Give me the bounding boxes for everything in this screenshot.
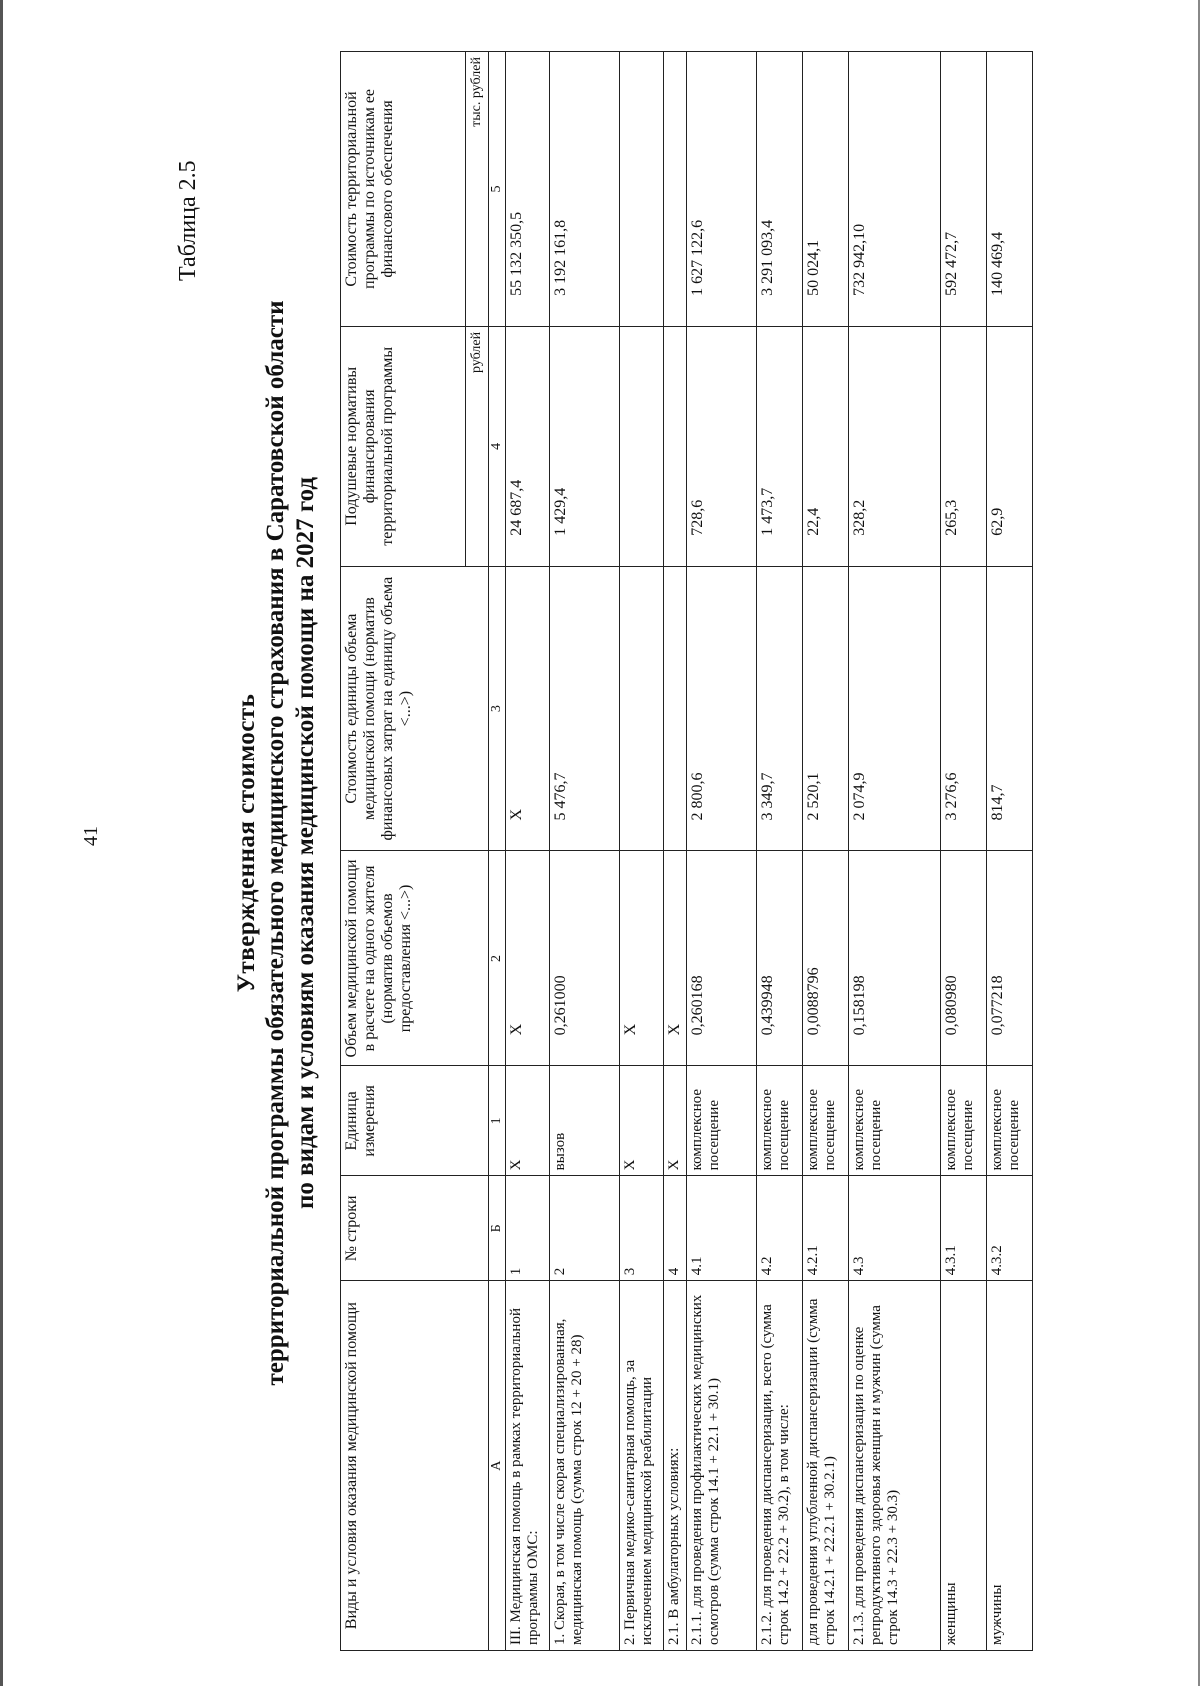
table-row: [620, 52, 664, 1651]
title-line-2: территориальной программы обязательного медицинского страхования в Саратовской области: [262, 300, 289, 1386]
unit-col-5: тыс. рублей: [466, 52, 489, 327]
row-name: 2. Первичная медико-санитарная помощь, за исключением медицинской реабилитации: [620, 1281, 664, 1651]
row-name: 2.1. В амбулаторных условиях:: [664, 1281, 687, 1651]
header-col-3: Стоимость единицы объема медицинской помощи (норматив финансовых затрат на единицу объема <...>): [341, 566, 489, 851]
table-label: Таблица 2.5: [175, 160, 201, 281]
row-total: [620, 52, 664, 327]
row-volume: 0,158198: [849, 851, 941, 1066]
table-row: [550, 52, 620, 1651]
index-cell: 4: [489, 326, 506, 566]
row-cost: 3 349,7: [757, 566, 803, 851]
header-col-b: № строки: [341, 1176, 489, 1281]
row-cost: [664, 566, 687, 851]
row-total: [664, 52, 687, 327]
row-unit: комплексное посещение: [757, 1066, 803, 1176]
row-number: 4: [664, 1176, 687, 1281]
index-cell: Б: [489, 1176, 506, 1281]
row-volume: Х: [664, 851, 687, 1066]
row-per-capita: 24 687,4: [506, 326, 550, 566]
row-name: 2.1.2. для проведения диспансеризации, всего (сумма строк 14.2 + 22.2 + 30.2), в том числе:: [757, 1281, 803, 1651]
row-unit: Х: [664, 1066, 687, 1176]
row-name: III. Медицинская помощь в рамках территориальной программы ОМС:: [506, 1281, 550, 1651]
row-name: для проведения углубленной диспансеризации (сумма строк 14.2.1 + 22.2.1 + 30.2.1): [803, 1281, 849, 1651]
row-unit: вызов: [550, 1066, 620, 1176]
index-cell: А: [489, 1281, 506, 1651]
row-per-capita: 1 429,4: [550, 326, 620, 566]
row-unit: комплексное посещение: [687, 1066, 757, 1176]
row-volume: 0,261000: [550, 851, 620, 1066]
index-cell: 5: [489, 52, 506, 327]
row-name: женщины: [941, 1281, 987, 1651]
cost-table: [340, 51, 1033, 1651]
row-total: 3 192 161,8: [550, 52, 620, 327]
header-col-1: Единица измерения: [341, 1066, 489, 1176]
title-line-3: по видам и условиям оказания медицинской помощи на 2027 год: [292, 476, 319, 1210]
table-row: [506, 52, 550, 1651]
row-name: мужчины: [987, 1281, 1033, 1651]
row-total: 3 291 093,4: [757, 52, 803, 327]
row-total: 140 469,4: [987, 52, 1033, 327]
index-row: [489, 52, 506, 1651]
row-volume: Х: [506, 851, 550, 1066]
row-unit: комплексное посещение: [941, 1066, 987, 1176]
table-row: [757, 52, 803, 1651]
row-cost: Х: [506, 566, 550, 851]
row-cost: 2 800,6: [687, 566, 757, 851]
row-total: 50 024,1: [803, 52, 849, 327]
table-row: [664, 52, 687, 1651]
row-unit: комплексное посещение: [849, 1066, 941, 1176]
header-row: [341, 52, 466, 1651]
index-cell: 1: [489, 1066, 506, 1176]
row-volume: 0,260168: [687, 851, 757, 1066]
row-per-capita: 265,3: [941, 326, 987, 566]
row-cost: 5 476,7: [550, 566, 620, 851]
row-per-capita: [664, 326, 687, 566]
table-row: [849, 52, 941, 1651]
row-number: 4.3.1: [941, 1176, 987, 1281]
row-volume: 0,439948: [757, 851, 803, 1066]
page-number: 41: [80, 826, 102, 846]
header-col-a: Виды и условия оказания медицинской помощи: [341, 1281, 489, 1651]
row-per-capita: 1 473,7: [757, 326, 803, 566]
row-total: 732 942,10: [849, 52, 941, 327]
row-per-capita: 22,4: [803, 326, 849, 566]
row-cost: 2 074,9: [849, 566, 941, 851]
row-number: 4.3.2: [987, 1176, 1033, 1281]
row-per-capita: 728,6: [687, 326, 757, 566]
header-col-5: Стоимость территориальной программы по источникам ее финансового обеспечения: [341, 52, 466, 327]
row-name: 2.1.1. для проведения профилактических медицинских осмотров (сумма строк 14.1 + 22.1 + 30.1): [687, 1281, 757, 1651]
row-number: 4.3: [849, 1176, 941, 1281]
row-cost: [620, 566, 664, 851]
row-unit: Х: [506, 1066, 550, 1176]
row-number: 1: [506, 1176, 550, 1281]
row-unit: комплексное посещение: [987, 1066, 1033, 1176]
row-number: 3: [620, 1176, 664, 1281]
index-cell: 2: [489, 851, 506, 1066]
row-cost: 3 276,6: [941, 566, 987, 851]
row-volume: 0,077218: [987, 851, 1033, 1066]
row-per-capita: [620, 326, 664, 566]
row-cost: 814,7: [987, 566, 1033, 851]
row-volume: Х: [620, 851, 664, 1066]
row-number: 2: [550, 1176, 620, 1281]
row-volume: 0,0088796: [803, 851, 849, 1066]
header-col-4: Подушевые нормативы финансирования территориальной программы: [341, 326, 466, 566]
row-unit: комплексное посещение: [803, 1066, 849, 1176]
table-row: [987, 52, 1033, 1651]
table-row: [687, 52, 757, 1651]
header-col-2: Объем медицинской помощи в расчете на одного жителя (норматив объемов предоставления <...>): [341, 851, 489, 1066]
title-line-1: Утвержденная стоимость: [233, 693, 260, 993]
row-total: 55 132 350,5: [506, 52, 550, 327]
row-name: 1. Скорая, в том числе скорая специализированная, медицинская помощь (сумма строк 12 + 20 + 28): [550, 1281, 620, 1651]
row-name: 2.1.3. для проведения диспансеризации по оценке репродуктивного здоровья женщин и мужчин (сумма строк 14.3 + 22.3 + 30.3): [849, 1281, 941, 1651]
row-number: 4.2: [757, 1176, 803, 1281]
row-per-capita: 62,9: [987, 326, 1033, 566]
row-number: 4.2.1: [803, 1176, 849, 1281]
row-number: 4.1: [687, 1176, 757, 1281]
row-volume: 0,080980: [941, 851, 987, 1066]
row-total: 592 472,7: [941, 52, 987, 327]
row-unit: Х: [620, 1066, 664, 1176]
index-cell: 3: [489, 566, 506, 851]
table-row: [941, 52, 987, 1651]
row-cost: 2 520,1: [803, 566, 849, 851]
row-per-capita: 328,2: [849, 326, 941, 566]
unit-col-4: рублей: [466, 326, 489, 566]
table-row: [803, 52, 849, 1651]
row-total: 1 627 122,6: [687, 52, 757, 327]
